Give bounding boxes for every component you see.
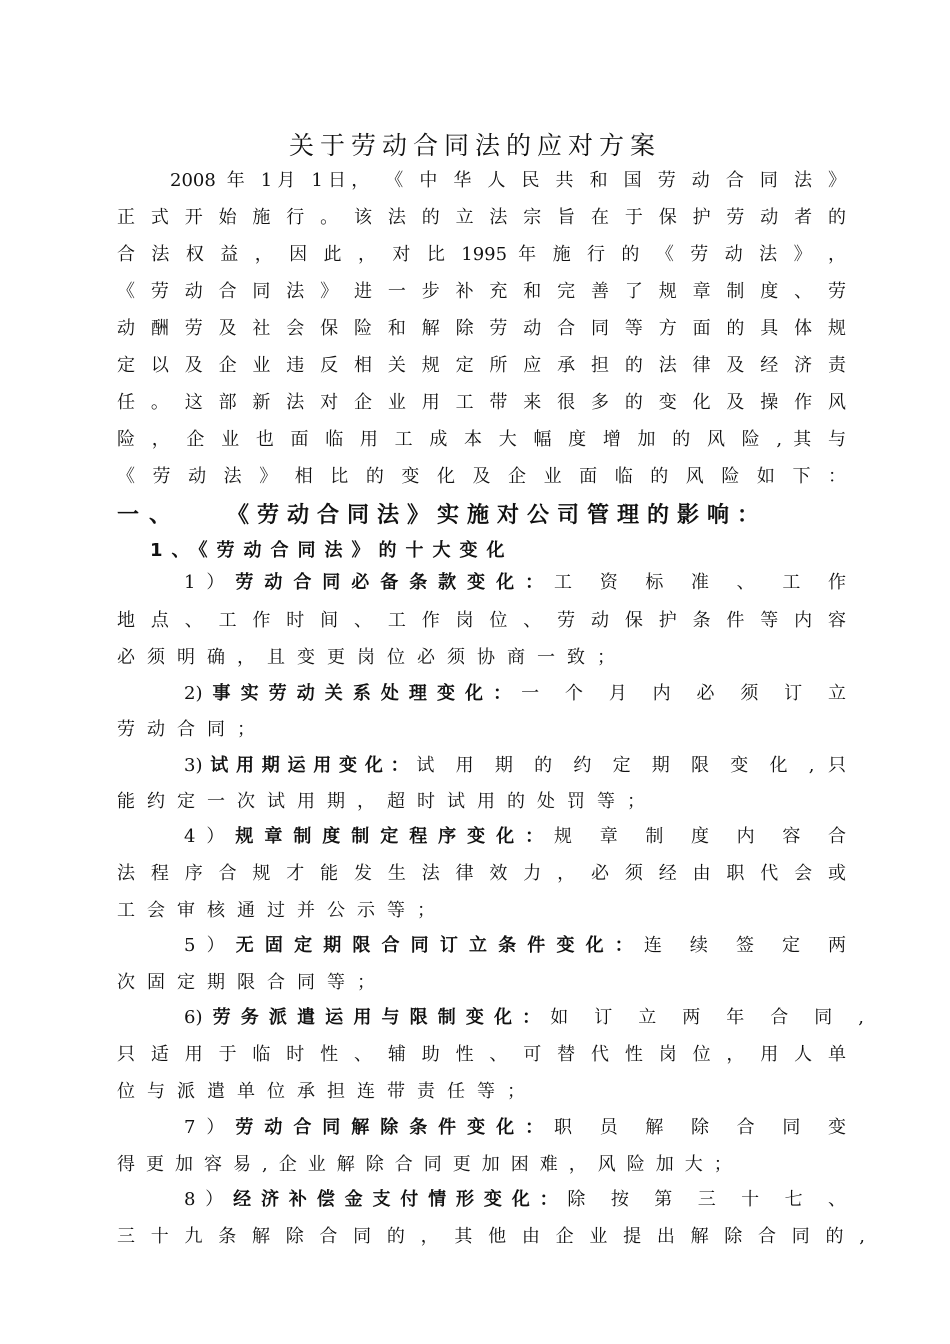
intro-line: 2008 年 1月 1日， 《 中 华 人 民 共 和 国 劳 动 合 同 法 》 — [170, 170, 846, 191]
item-continuation: 只 适 用 于 临 时 性 、 辅 助 性 、 可 替 代 性 岗 位 ， 用 人 单 — [117, 1044, 846, 1065]
intro-line: 合 法 权 益 ， 因 此 ， 对 比 1995 年 施 行 的 《 劳 动 法 》 ， — [117, 244, 846, 265]
item-text: 如 订 立 两 年 合 同 , — [550, 1007, 864, 1028]
item-number: 4） — [184, 826, 236, 847]
item-heading: 规章制度制定程序变化： — [235, 826, 555, 847]
intro-line: 《 劳 动 合 同 法 》 进 一 步 补 充 和 完 善 了 规 章 制 度 、 劳 — [117, 281, 846, 302]
item-number: 6) — [184, 1007, 203, 1028]
list-item — [184, 1185, 846, 1215]
item-text: 除 按 第 三 十 七 、 — [567, 1189, 846, 1210]
item-text: 职 员 解 除 合 同 变 — [554, 1117, 846, 1138]
item-text: 连 续 签 定 两 — [643, 935, 847, 956]
item-continuation: 次固定期限合同等； — [117, 972, 387, 993]
list-item — [184, 931, 846, 961]
list-item — [184, 1003, 864, 1033]
section-title: 《劳动合同法》实施对公司管理的影响： — [227, 503, 768, 528]
item-number: 3) — [184, 755, 203, 776]
item-number: 8） — [184, 1189, 234, 1210]
list-item — [184, 568, 846, 598]
item-text: 工 资 标 准 、 工 作 — [554, 572, 846, 593]
item-heading: 事实劳动关系处理变化： — [202, 683, 522, 704]
item-heading: 劳务派遣运用与限制变化： — [202, 1007, 551, 1028]
list-item — [184, 751, 846, 781]
item-continuation: 劳动合同； — [117, 719, 267, 740]
item-continuation: 三 十 九 条 解 除 合 同 的 ， 其 他 由 企 业 提 出 解 除 合 同 的 , — [117, 1226, 865, 1247]
item-continuation: 工会审核通过并公示等； — [117, 900, 447, 921]
list-item — [184, 822, 846, 852]
item-continuation: 得更加容易,企业解除合同更加困难，风险加大； — [117, 1154, 743, 1175]
item-heading: 劳动合同解除条件变化： — [235, 1117, 555, 1138]
item-continuation: 位与派遣单位承担连带责任等； — [117, 1081, 537, 1102]
list-item — [184, 1113, 846, 1143]
intro-line: 动 酬 劳 及 社 会 保 险 和 解 除 劳 动 合 同 等 方 面 的 具 体 规 — [117, 318, 846, 339]
item-text: 一 个 月 内 必 须 订 立 — [521, 683, 846, 704]
item-heading: 无固定期限合同订立条件变化： — [235, 935, 644, 956]
item-continuation: 能约定一次试用期，超时试用的处罚等； — [117, 791, 657, 812]
item-continuation: 法 程 序 合 规 才 能 发 生 法 律 效 力 ， 必 须 经 由 职 代 会 或 — [117, 863, 846, 884]
section-heading — [117, 498, 767, 529]
item-number: 5） — [184, 935, 236, 956]
item-text: 试 用 期 的 约 定 期 限 变 化 , 只 — [416, 755, 846, 776]
intro-line: 任 。 这 部 新 法 对 企 业 用 工 带 来 很 多 的 变 化 及 操 作 风 — [117, 392, 846, 413]
item-continuation: 地 点 、 工 作 时 间 、 工 作 岗 位 、 劳 动 保 护 条 件 等 内 容 — [117, 610, 846, 631]
list-item — [184, 679, 846, 709]
document-title: 关于劳动合同法的应对方案 — [288, 131, 661, 160]
item-number: 1） — [184, 572, 236, 593]
item-text: 规 章 制 度 内 容 合 — [554, 826, 846, 847]
item-heading: 试用期运用变化： — [202, 755, 417, 776]
item-number: 7） — [184, 1117, 236, 1138]
intro-line: 《 劳 动 法 》 相 比 的 变 化 及 企 业 面 临 的 风 险 如 下 ： — [117, 466, 846, 487]
section-number: 一、 — [117, 503, 182, 528]
item-heading: 劳动合同必备条款变化： — [235, 572, 555, 593]
intro-line: 定 以 及 企 业 违 反 相 关 规 定 所 应 承 担 的 法 律 及 经 济 责 — [117, 355, 846, 376]
item-continuation: 必须明确，且变更岗位必须协商一致； — [117, 647, 627, 668]
item-number: 2) — [184, 683, 203, 704]
item-heading: 经济补偿金支付情形变化： — [233, 1189, 568, 1210]
intro-line: 正 式 开 始 施 行 。 该 法 的 立 法 宗 旨 在 于 保 护 劳 动 者 的 — [117, 207, 846, 228]
intro-line: 险 ， 企 业 也 面 临 用 工 成 本 大 幅 度 增 加 的 风 险 , 其 与 — [117, 429, 846, 450]
subsection-heading: 1、《劳动合同法》的十大变化 — [150, 540, 514, 561]
